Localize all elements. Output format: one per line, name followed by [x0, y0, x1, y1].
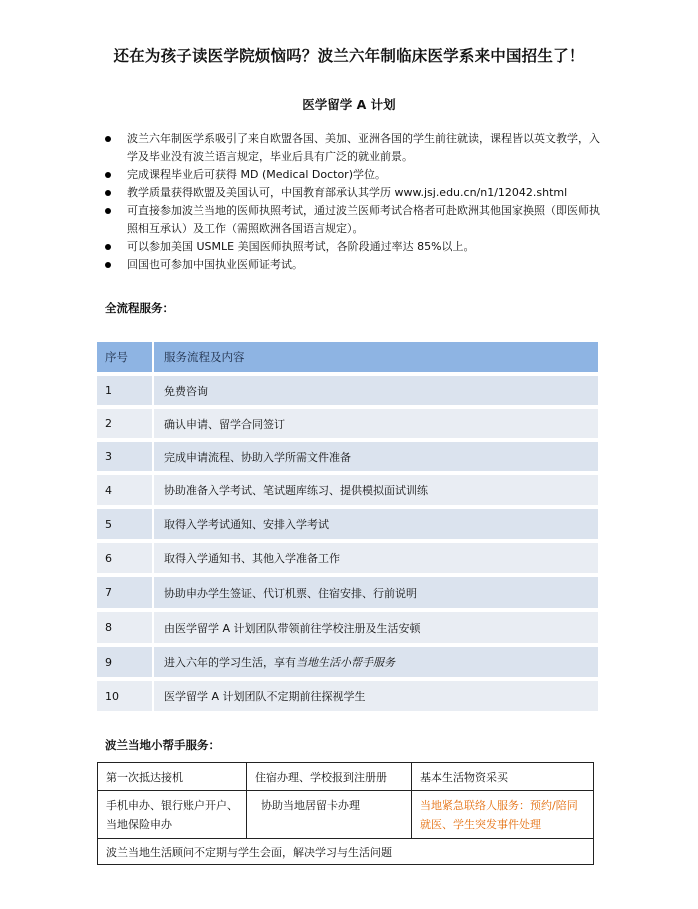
- row-content: 协助申办学生签证、代订机票、住宿安排、行前说明: [164, 586, 417, 600]
- table-row: [97, 442, 598, 471]
- helper-cell-emergency: 当地紧急联络人服务：预约/陪同就医、学生突发事件处理: [412, 791, 594, 839]
- feature-list: [105, 130, 605, 274]
- list-item: 回国也可参加中国执业医师证考试。: [105, 256, 605, 274]
- row-content: 取得入学考试通知、安排入学考试: [164, 518, 329, 531]
- plan-subtitle: 医学留学 A 计划: [302, 97, 396, 112]
- row-content-text: 进入六年的学习生活，享有: [164, 656, 296, 669]
- process-section-label: 全流程服务：: [105, 301, 174, 315]
- table-row: [98, 791, 594, 839]
- helper-service-table: [97, 762, 594, 865]
- row-content: 医学留学 A 计划团队不定期前往探视学生: [164, 690, 366, 703]
- row-number: 3: [97, 442, 154, 471]
- row-content: 取得入学通知书、其他入学准备工作: [164, 552, 340, 565]
- table-row: [97, 509, 598, 539]
- helper-cell: 波兰当地生活顾问不定期与学生会面，解决学习与生活问题: [98, 839, 594, 865]
- row-content: 协助准备入学考试、笔试题库练习、提供模拟面试训练: [164, 484, 428, 497]
- helper-service-emphasis: 当地生活小帮手服务: [296, 656, 395, 669]
- process-table: [97, 342, 598, 711]
- list-item: 可直接参加波兰当地的医师执照考试，通过波兰医师考试合格者可赴欧洲其他国家换照（即医师执照相互承认）及工作（需照欧洲各国语言规定）。: [105, 202, 605, 238]
- row-number: 6: [97, 543, 154, 573]
- row-number: 10: [97, 681, 154, 711]
- table-row: [97, 475, 598, 505]
- helper-cell: 协助当地居留卡办理: [247, 791, 412, 839]
- header-number: 序号: [97, 342, 154, 372]
- helper-cell: 基本生活物资采买: [412, 763, 594, 791]
- list-item: 波兰六年制医学系吸引了来自欧盟各国、美加、亚洲各国的学生前往就读，课程皆以英文教学，入学及毕业没有波兰语言规定，毕业后具有广泛的就业前景。: [105, 130, 605, 166]
- table-row: [97, 647, 598, 677]
- row-content: 完成申请流程、协助入学所需文件准备: [164, 450, 351, 464]
- helper-section-label: 波兰当地小帮手服务：: [105, 738, 220, 752]
- table-row: [97, 577, 598, 608]
- list-item: 教学质量获得欧盟及美国认可，中国教育部承认其学历 www.jsj.edu.cn/n1/12042.shtml: [105, 184, 605, 202]
- helper-cell: 手机申办、银行账户开户、当地保险申办: [98, 791, 247, 839]
- header-content: 服务流程及内容: [164, 350, 245, 364]
- row-content: 由医学留学 A 计划团队带领前往学校注册及生活安顿: [164, 621, 421, 635]
- row-number: 7: [97, 577, 154, 608]
- row-number: 4: [97, 475, 154, 505]
- row-content: [154, 654, 598, 670]
- table-row: [98, 763, 594, 791]
- helper-cell: 第一次抵达接机: [98, 763, 247, 791]
- row-number: 9: [97, 647, 154, 677]
- row-number: 2: [97, 409, 154, 438]
- table-row: [97, 376, 598, 405]
- table-row: [97, 543, 598, 573]
- table-row: [97, 612, 598, 643]
- table-row: [97, 409, 598, 438]
- row-number: 5: [97, 509, 154, 539]
- process-table-header: [97, 342, 598, 372]
- list-item: 完成课程毕业后可获得 MD (Medical Doctor)学位。: [105, 166, 605, 184]
- list-item: 可以参加美国 USMLE 美国医师执照考试，各阶段通过率达 85%以上。: [105, 238, 605, 256]
- table-row: [98, 839, 594, 865]
- row-number: 1: [97, 376, 154, 405]
- row-number: 8: [97, 612, 154, 643]
- row-content: 确认申请、留学合同签订: [164, 417, 285, 431]
- row-content: 免费咨询: [164, 384, 208, 398]
- page-title: 还在为孩子读医学院烦恼吗？波兰六年制临床医学系来中国招生了！: [113, 47, 585, 65]
- table-row: [97, 681, 598, 711]
- helper-cell: 住宿办理、学校报到注册册: [247, 763, 412, 791]
